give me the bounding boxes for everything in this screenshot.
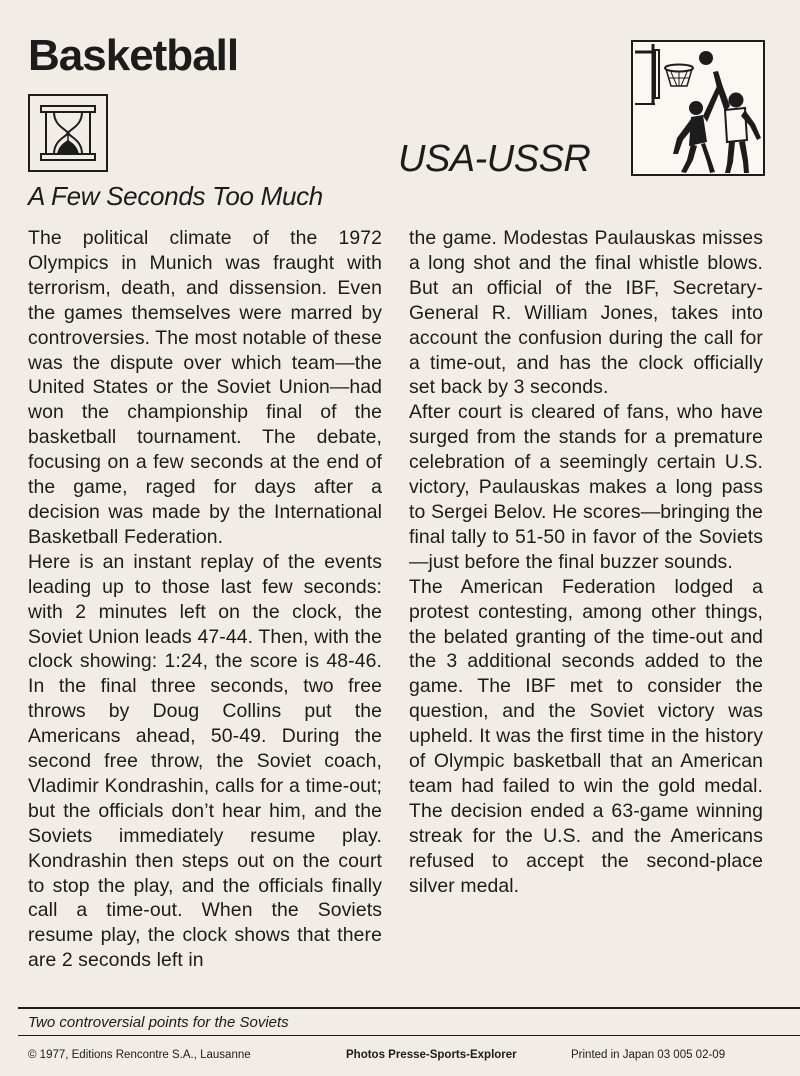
article-paragraph: After court is cleared of fans, who have surged from the stands for a premature celebration of a seemingly certain U.S. victory, Paulauskas makes a long pass to Sergei Belov. He scores—bringing the final tally to 51-50 in favor of the Soviets—just before the final buzzer sounds.: [409, 401, 763, 573]
caption-rule-bottom: [18, 1035, 800, 1036]
article-paragraph: The political climate of the 1972 Olympics in Munich was fraught with terrorism, death, and dissension. Even the games themselves were marred by controversies. The most notable of these was the dispute over which team—the United States or the Soviet Union—had won the championship final of the basketball tournament. The debate, focusing on a few seconds at the end of the game, raged for days after a decision was made by the International Basketball Federation.: [28, 227, 382, 548]
footer-print-info: Printed in Japan 03 005 02-09: [571, 1049, 726, 1061]
article-paragraph: The American Federation lodged a protest contesting, among other things, the belated granting of the time-out and the 3 additional seconds added to the game. The IBF met to consider the question, and the Soviet victory was upheld. It was the first time in the history of Olympic basketball that an American team had failed to win the gold medal. The decision ended a 63-game winning streak for the U.S. and the Americans refused to accept the second-place silver medal.: [409, 575, 763, 897]
article-column-left: [28, 226, 382, 973]
article-paragraph: Here is an instant replay of the events leading up to those last few seconds: with 2 minutes left on the clock, the Soviet Union leads 47-44. Then, with the clock showing: 1:24, the score is 48-46. In the final three seconds, two free throws by Doug Collins put the Americans ahead, 50-49. During the second free throw, the Soviet coach, Vladimir Kondrashin, calls for a time-out; but the officials don’t hear him, and the Soviets immediately resume play. Kondrashin then steps out on the court to stop the play, and the officials finally call a time-out. When the Soviets resume play, the clock shows that there are 2 seconds left in: [28, 550, 382, 972]
matchup-title: USA-USSR: [398, 138, 591, 180]
footer-photo-credit: Photos Presse-Sports-Explorer: [346, 1049, 517, 1061]
caption-rule-top: [18, 1007, 800, 1009]
photo-caption: Two controversial points for the Soviets: [28, 1014, 289, 1031]
footer-copyright: © 1977, Editions Rencontre S.A., Lausanne: [28, 1049, 251, 1061]
article-subtitle: A Few Seconds Too Much: [28, 181, 323, 211]
hourglass-icon: [28, 94, 108, 172]
basketball-players-icon: [631, 40, 765, 176]
article-paragraph: the game. Modestas Paulauskas misses a long shot and the final whistle blows. But an official of the IBF, Secretary-General R. William Jones, takes into account the confusion during the call for a time-out, and has the clock officially set back by 3 seconds.: [409, 227, 763, 399]
article-column-right: [409, 226, 763, 898]
sport-title: Basketball: [28, 31, 239, 80]
